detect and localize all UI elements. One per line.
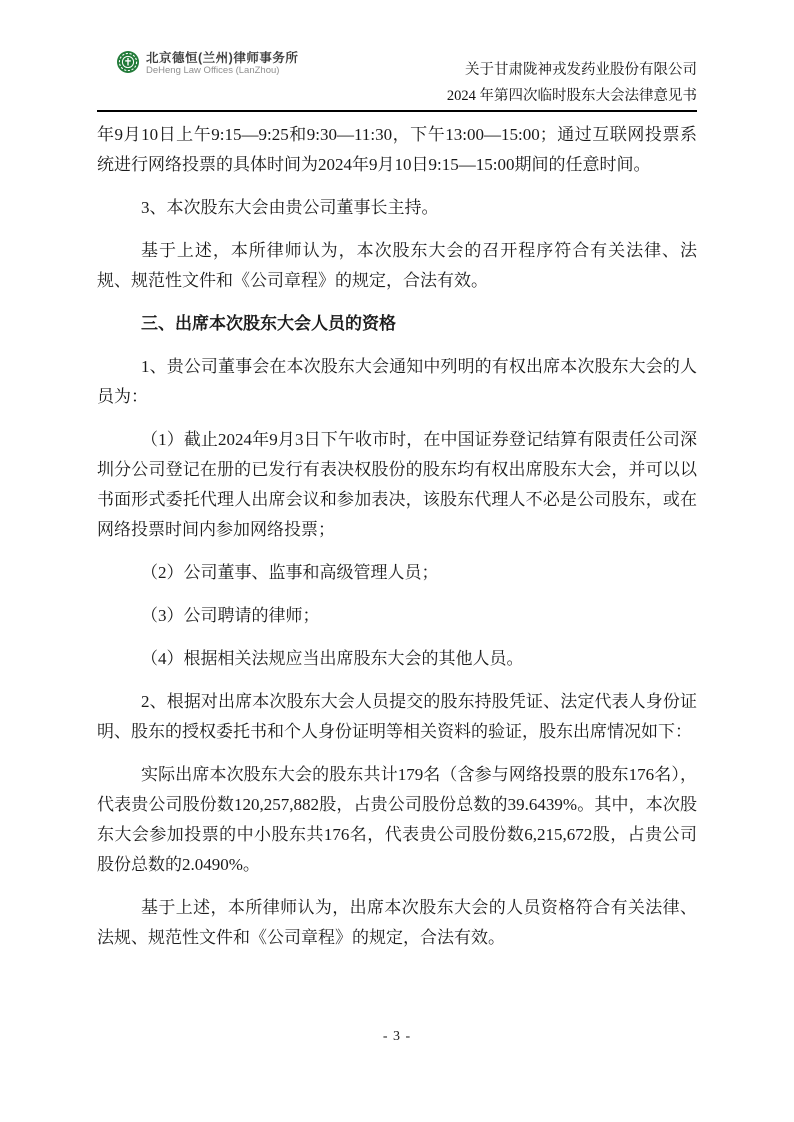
- paragraph: 2、根据对出席本次股东大会人员提交的股东持股凭证、法定代表人身份证明、股东的授权委托书和个人身份证明等相关资料的验证，股东出席情况如下：: [97, 692, 697, 741]
- page-header: [97, 50, 697, 112]
- paragraph: 基于上述，本所律师认为，出席本次股东大会的人员资格符合有关法律、法规、规范性文件和《公司章程》的规定，合法有效。: [97, 898, 697, 947]
- paragraph: 1、贵公司董事会在本次股东大会通知中列明的有权出席本次股东大会的人员为：: [97, 357, 697, 406]
- document-title-line-2: 2024 年第四次临时股东大会法律意见书: [446, 87, 697, 104]
- page-number: - 3 -: [382, 1029, 412, 1044]
- deheng-green-seal-icon: [117, 51, 139, 73]
- law-firm-name-block: [146, 51, 298, 77]
- header-divider: [97, 110, 697, 112]
- paragraph: 年9月10日上午9:15—9:25和9:30—11:30，下午13:00—15:00；通过互联网投票系统进行网络投票的具体时间为2024年9月10日9:15—15:00期间的任意时间。: [97, 125, 697, 174]
- law-firm-brand: [117, 51, 298, 77]
- section-heading: 三、出席本次股东大会人员的资格: [141, 314, 396, 333]
- paragraph: （3）公司聘请的律师；: [141, 606, 320, 625]
- page-footer: [0, 1029, 794, 1045]
- law-firm-name-en: DeHeng Law Offices (LanZhou): [146, 65, 280, 77]
- paragraph: （1）截止2024年9月3日下午收市时，在中国证券登记结算有限责任公司深圳分公司登记在册的已发行有表决权股份的股东均有权出席股东大会，并可以以书面形式委托代理人出席会议和参加表决，该股东代理人不必是公司股东，或在网络投票时间内参加网络投票；: [97, 430, 697, 539]
- paragraph: 基于上述，本所律师认为，本次股东大会的召开程序符合有关法律、法规、规范性文件和《公司章程》的规定，合法有效。: [97, 241, 697, 290]
- paragraph: （4）根据相关法规应当出席股东大会的其他人员。: [141, 649, 524, 668]
- document-title-line-1: 关于甘肃陇神戎发药业股份有限公司: [465, 62, 697, 78]
- document-title-block: [447, 63, 697, 103]
- paragraph: 实际出席本次股东大会的股东共计179名（含参与网络投票的股东176名），代表贵公司股份数120,257,882股，占贵公司股份总数的39.6439%。其中，本次股东大会参加投票的中小股东共176名，代表贵公司股份数6,215,672股，占贵公司股份总数的2.0490%。: [97, 765, 697, 874]
- paragraph: 3、本次股东大会由贵公司董事长主持。: [141, 198, 439, 217]
- paragraph: （2）公司董事、监事和高级管理人员；: [141, 563, 439, 582]
- document-body: [97, 120, 697, 966]
- law-firm-name-zh: 北京德恒(兰州)律师事务所: [146, 51, 299, 65]
